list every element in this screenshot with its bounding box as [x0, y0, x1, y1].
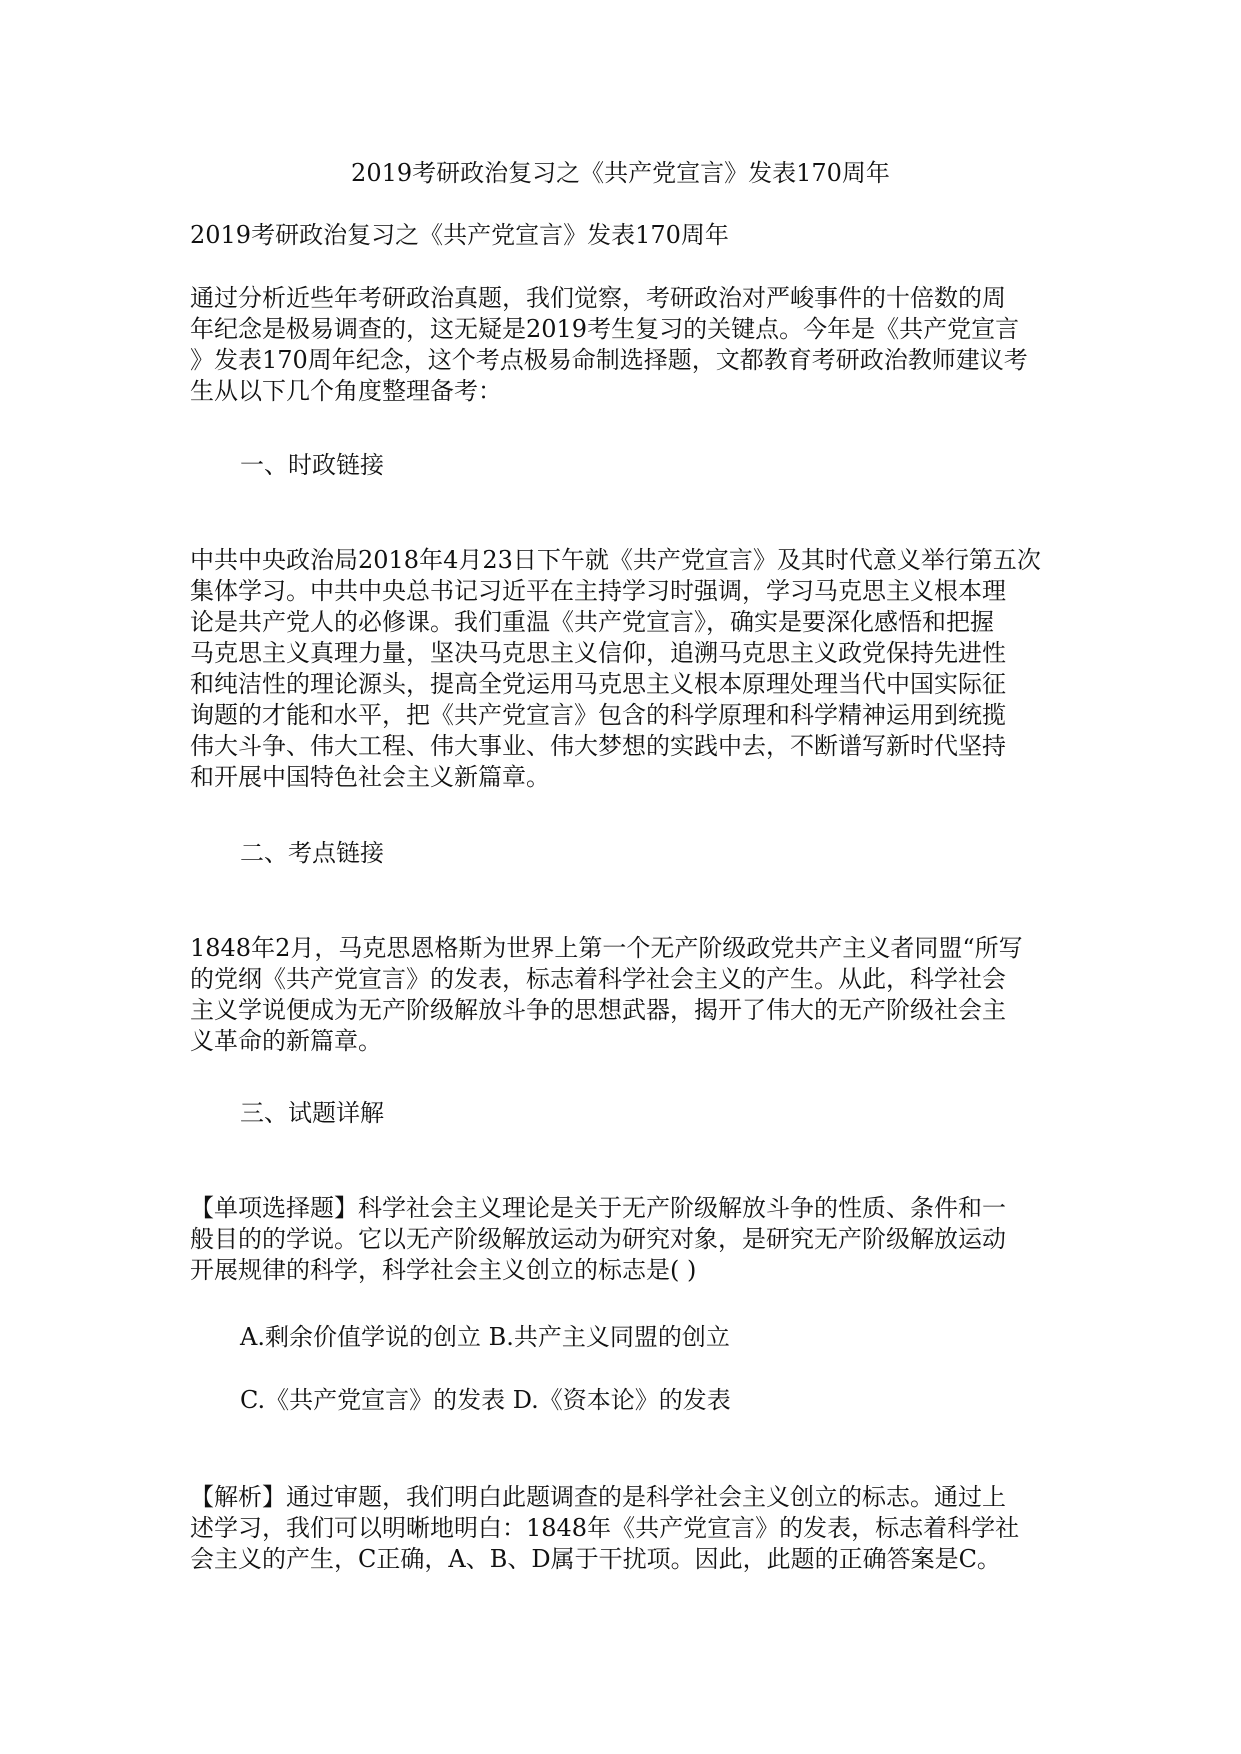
question-line: 般目的的学说。它以无产阶级解放运动为研究对象，是研究无产阶级解放运动 [190, 1225, 1006, 1253]
document-subtitle [190, 220, 1052, 251]
analysis-line: 述学习，我们可以明晰地明白：1848年《共产党宣言》的发表，标志着科学社 [190, 1514, 1020, 1542]
section1-line: 伟大斗争、伟大工程、伟大事业、伟大梦想的实践中去，不断谱写新时代坚持 [190, 732, 1006, 760]
section2-line: 1848年2月，马克思恩格斯为世界上第一个无产阶级政党共产主义者同盟“所写 [190, 934, 1023, 962]
section2-heading: 二、考点链接 [240, 839, 384, 867]
section1-line: 询题的才能和水平，把《共产党宣言》包含的科学原理和科学精神运用到统揽 [190, 701, 1006, 729]
section1-line: 集体学习。中共中央总书记习近平在主持学习时强调，学习马克思主义根本理 [190, 577, 1006, 605]
analysis-line: 【解析】通过审题，我们明白此题调查的是科学社会主义创立的标志。通过上 [190, 1483, 1006, 1511]
intro-line: 年纪念是极易调查的，这无疑是2019考生复习的关键点。今年是《共产党宣言 [190, 315, 1020, 343]
section2-line: 主义学说便成为无产阶级解放斗争的思想武器，揭开了伟大的无产阶级社会主 [190, 996, 1006, 1024]
section3-heading: 三、试题详解 [240, 1099, 384, 1127]
question-line: 【单项选择题】科学社会主义理论是关于无产阶级解放斗争的性质、条件和一 [190, 1194, 1006, 1222]
subtitle-line: 2019考研政治复习之《共产党宣言》发表170周年 [190, 221, 729, 249]
section1-line: 中共中央政治局2018年4月23日下午就《共产党宣言》及其时代意义举行第五次 [190, 546, 1041, 574]
document-title: 2019考研政治复习之《共产党宣言》发表170周年 [351, 159, 890, 187]
section2-line: 义革命的新篇章。 [190, 1027, 382, 1055]
options-line-2: C.《共产党宣言》的发表 D.《资本论》的发表 [240, 1386, 731, 1414]
section1-paragraph [190, 545, 1052, 793]
intro-line: 通过分析近些年考研政治真题，我们觉察，考研政治对严峻事件的十倍数的周 [190, 284, 1006, 312]
question-paragraph [190, 1193, 1052, 1286]
section2-line: 的党纲《共产党宣言》的发表，标志着科学社会主义的产生。从此，科学社会 [190, 965, 1006, 993]
analysis-line: 会主义的产生，C正确，A、B、D属于干扰项。因此，此题的正确答案是C。 [190, 1545, 1001, 1573]
section2-paragraph [190, 933, 1052, 1057]
section1-line: 论是共产党人的必修课。我们重温《共产党宣言》，确实是要深化感悟和把握 [190, 608, 994, 636]
section1-line: 和开展中国特色社会主义新篇章。 [190, 763, 550, 791]
intro-line: 》发表170周年纪念，这个考点极易命制选择题，文都教育考研政治教师建议考 [190, 346, 1028, 374]
section1-line: 马克思主义真理力量，坚决马克思主义信仰，追溯马克思主义政党保持先进性 [190, 639, 1006, 667]
analysis-paragraph [190, 1482, 1052, 1575]
section1-line: 和纯洁性的理论源头，提高全党运用马克思主义根本原理处理当代中国实际征 [190, 670, 1006, 698]
options-line-1: A.剩余价值学说的创立 B.共产主义同盟的创立 [240, 1323, 730, 1351]
intro-line: 生从以下几个角度整理备考： [190, 377, 502, 405]
question-line: 开展规律的科学，科学社会主义创立的标志是( ) [190, 1256, 697, 1284]
section1-heading: 一、时政链接 [240, 451, 384, 479]
intro-paragraph [190, 283, 1052, 407]
